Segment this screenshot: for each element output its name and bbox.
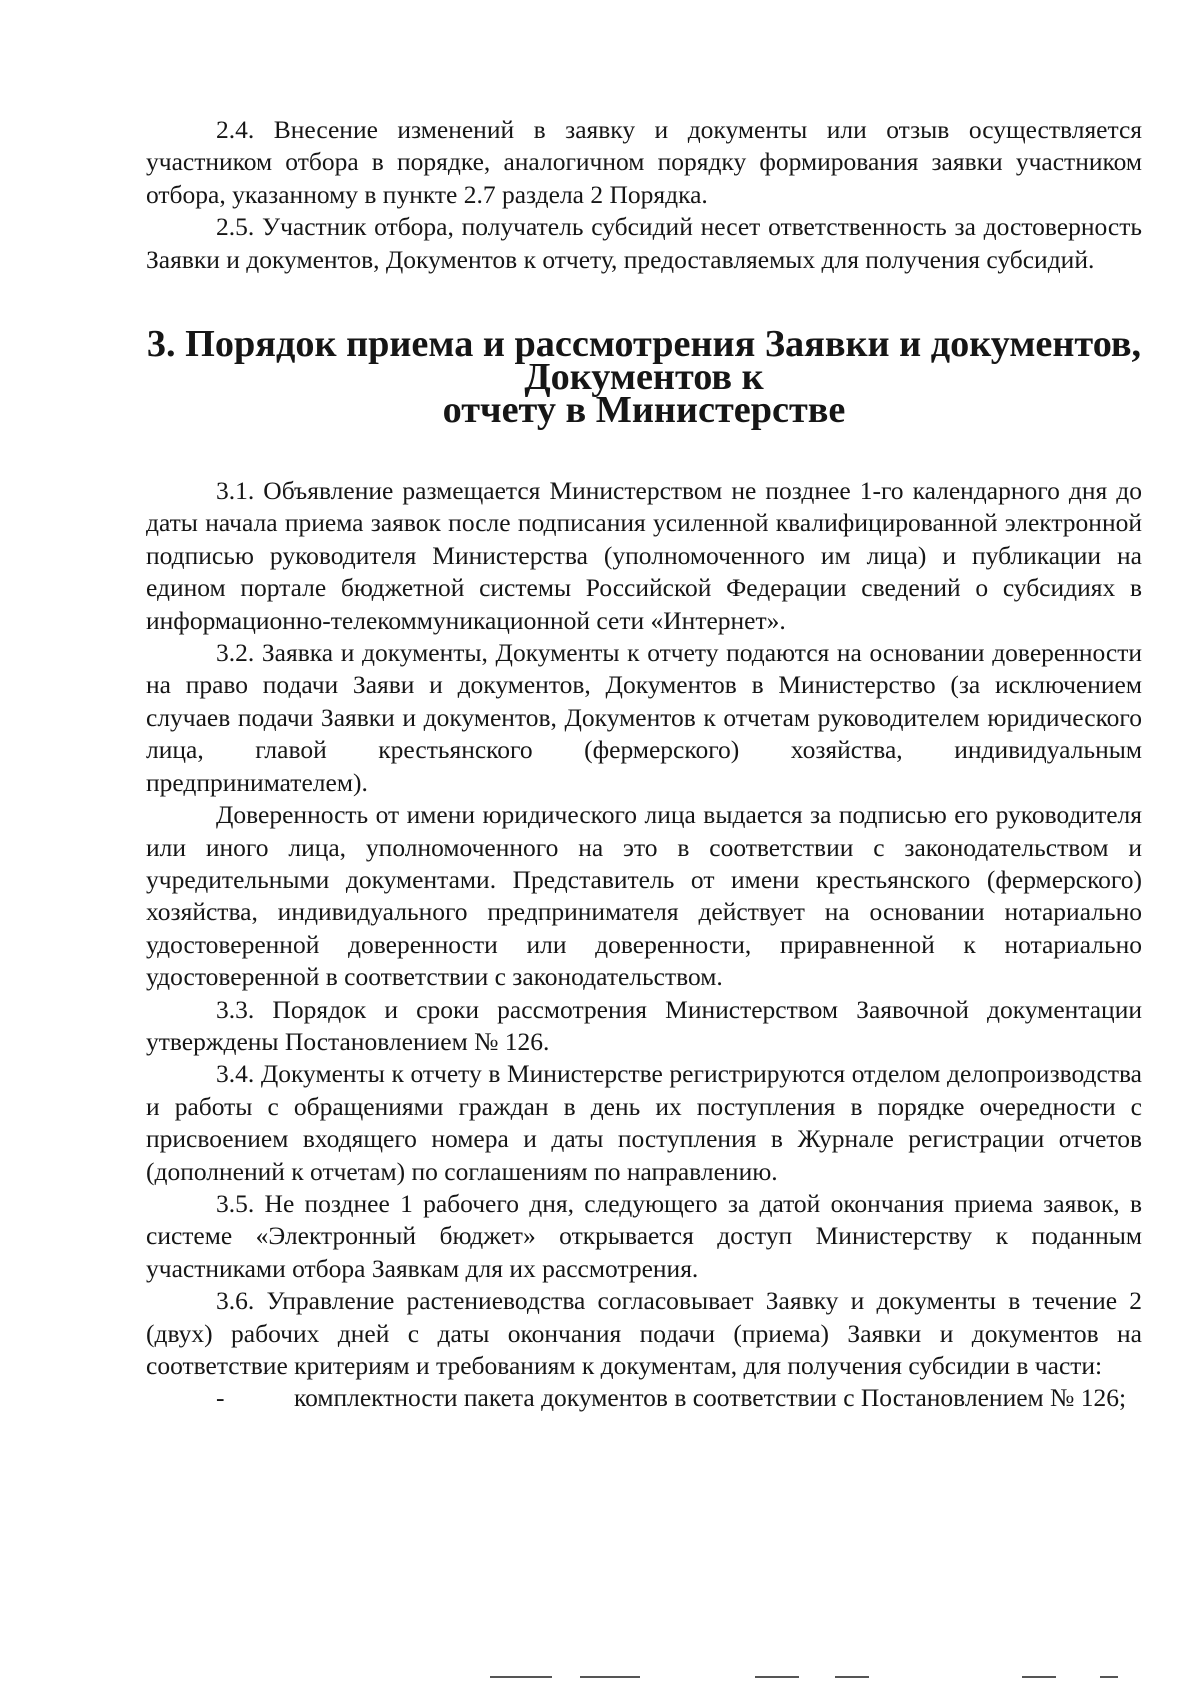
scan-artifact-marks <box>0 1676 1200 1682</box>
paragraph-3-5: 3.5. Не позднее 1 рабочего дня, следующего за датой окончания приема заявок, в системе «Электронный бюджет» открывается доступ Министерству к поданным участниками отбора Заявкам для их рассмотрения. <box>146 1188 1142 1283</box>
paragraph-3-6: 3.6. Управление растениеводства согласовывает Заявку и документы в течение 2 (двух) рабочих дней с даты окончания подачи (приема) Заявки и документов на соответствие критериям и требованиям к документам, для получения субсидии в части: <box>146 1286 1142 1380</box>
scan-mark <box>580 1676 640 1678</box>
paragraph-2-5: 2.5. Участник отбора, получатель субсидий несет ответственность за достоверность Заявки и документов, Документов к отчету, предоставляемых для получения субсидий. <box>146 212 1142 274</box>
section-3-heading-line-1: 3. Порядок приема и рассмотрения Заявки и документов, Документов к <box>146 323 1142 399</box>
scan-mark <box>1100 1676 1118 1678</box>
paragraph-3-1: 3.1. Объявление размещается Министерством не позднее 1-го календарного дня до даты начала приема заявок после подписания усиленной квалифицированной электронной подписью руководителя Министерства (уполномоченного им лица) и публикации на едином портале бюджетной системы Российской Федерации сведений о субсидиях в информационно-телекоммуникационной сети «Интернет». <box>146 476 1142 635</box>
section-3-heading <box>146 323 1142 432</box>
paragraph-2-4: 2.4. Внесение изменений в заявку и документы или отзыв осуществляется участником отбора в порядке, аналогичном порядку формирования заявки участником отбора, указанному в пункте 2.7 раздела 2 Порядка. <box>146 115 1142 209</box>
scan-mark <box>490 1676 552 1678</box>
list-dash-marker: - <box>216 1383 225 1413</box>
paragraph-3-2-continuation: Доверенность от имени юридического лица выдается за подписью его руководителя или иного лица, уполномоченного на это в соответствии с законодательством и учредительными документами. Представитель от имени крестьянского (фермерского) хозяйства, индивидуального предпринимателя действует на основании нотариально удостоверенной доверенности или доверенности, приравненной к нотариально удостоверенной в соответствии с законодательством. <box>146 800 1142 992</box>
paragraph-3-3: 3.3. Порядок и сроки рассмотрения Министерством Заявочной документации утверждены Постановлением № 126. <box>146 994 1142 1056</box>
scan-mark <box>1022 1676 1056 1678</box>
scan-mark <box>835 1676 869 1678</box>
paragraph-3-2: 3.2. Заявка и документы, Документы к отчету подаются на основании доверенности на право подачи Заяви и документов, Документов в Министерство (за исключением случаев подачи Заявки и документов, Документов к отчетам руководителем юридического лица, главой крестьянского (фермерского) хозяйства, индивидуальным предпринимателем). <box>146 638 1142 797</box>
section-3-heading-line-2: отчету в Министерстве <box>442 389 846 432</box>
scan-mark <box>755 1676 799 1678</box>
paragraph-3-4: 3.4. Документы к отчету в Министерстве регистрируются отделом делопроизводства и работы с обращениями граждан в день их поступления в порядке очередности с присвоением входящего номера и даты поступления в Журнале регистрации отчетов (дополнений к отчетам) по соглашениям по направлению. <box>146 1059 1142 1186</box>
document-page <box>146 114 1142 1415</box>
list-item-text: комплектности пакета документов в соответствии с Постановлением № 126; <box>294 1383 1127 1413</box>
list-item-completeness <box>146 1382 1142 1414</box>
